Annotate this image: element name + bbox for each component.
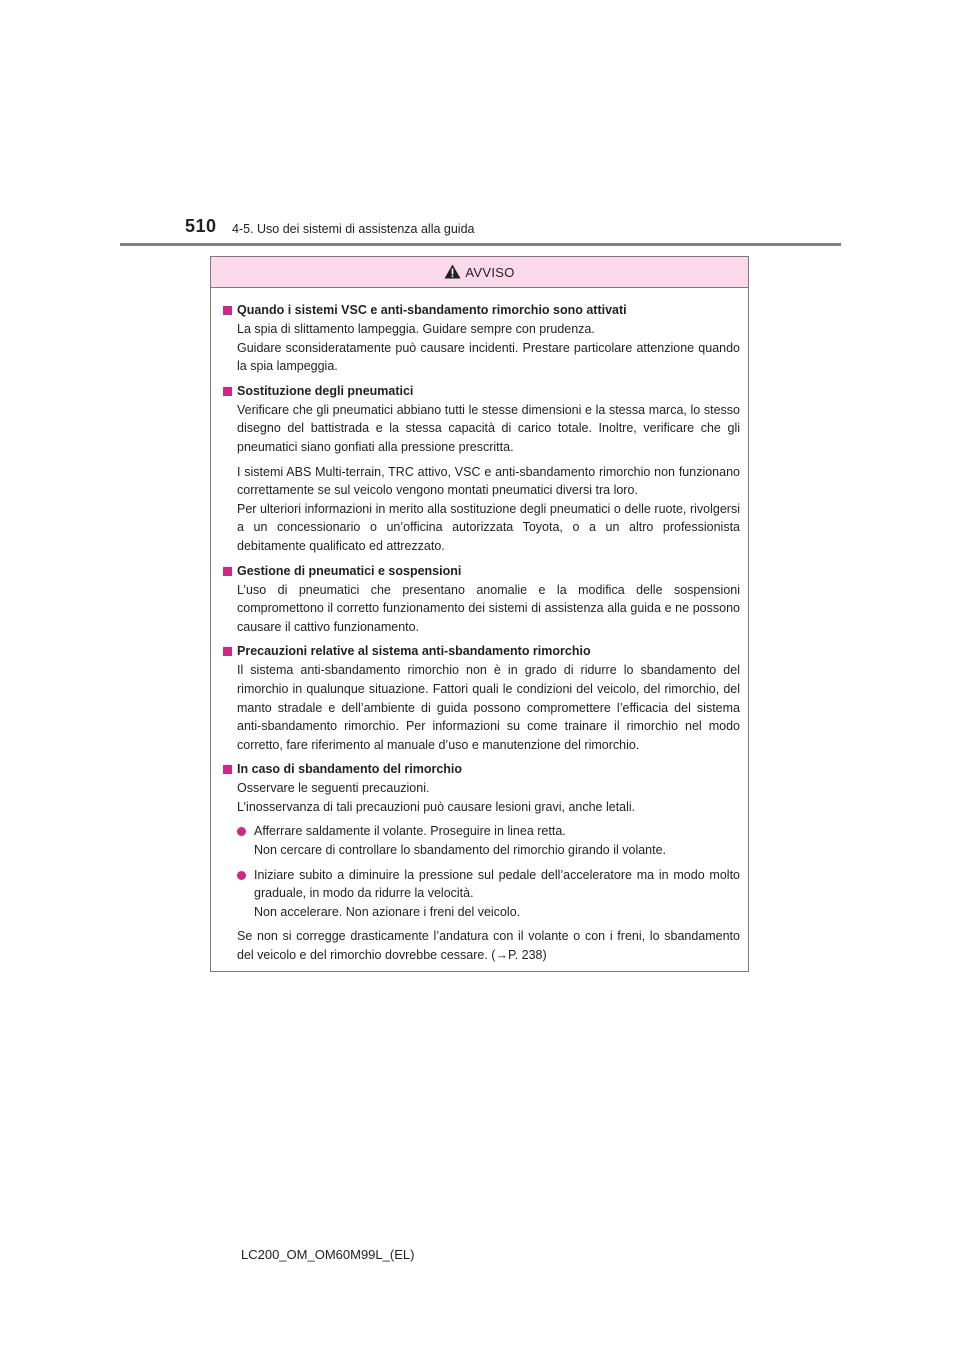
section-title: In caso di sbandamento del rimorchio (223, 760, 740, 779)
paragraph: Osservare le seguenti precauzioni. L’inosservanza di tali precauzioni può causare lesioni gravi, anche letali. (237, 781, 636, 814)
square-bullet-icon (223, 306, 232, 315)
chapter-title: 4-5. Uso dei sistemi di assistenza alla guida (232, 222, 475, 236)
paragraph: Il sistema anti-sbandamento rimorchio non è in grado di ridurre lo sbandamento del rimorchio in qualunque situazione. Fattori quali le condizioni del veicolo, del rimorchio, del manto stradale e dell’ambiente di guida possono compromettere l’efficacia del sistema anti-sbandamento rimorchio. Per informazioni su come trainare il rimorchio nel modo corretto, fare riferimento al manuale d’uso e manutenzione del rimorchio. (237, 663, 740, 752)
page-number: 510 (185, 216, 217, 236)
warning-box (210, 256, 749, 972)
paragraph: Verificare che gli pneumatici abbiano tutti le stesse dimensioni e la stessa marca, lo stesso disegno del battistrada e la stessa capacità di carico totale. Inoltre, verificare che gli pneumatici siano gonfiati alla pressione prescritta. (237, 402, 740, 454)
paragraph: La spia di slittamento lampeggia. Guidare sempre con prudenza. Guidare sconsideratamente può causare incidenti. Prestare particolare attenzione quando la spia lampeggia. (237, 322, 740, 374)
list-item: Afferrare saldamente il volante. Proseguire in linea retta. Non cercare di controllare lo sbandamento del rimorchio girando il volante. (237, 822, 740, 859)
section-trailer-sway-precautions (223, 642, 740, 754)
paragraph: L’uso di pneumatici che presentano anomalie e la modifica delle sospensioni compromettono il corretto funzionamento dei sistemi di assistenza alla guida e ne possono causare il cattivo funzionamento. (237, 582, 740, 634)
section-trailer-sway (223, 760, 740, 964)
square-bullet-icon (223, 387, 232, 396)
warning-header (211, 257, 748, 288)
warning-label: AVVISO (465, 264, 515, 280)
warning-body (211, 288, 748, 965)
document-code: LC200_OM_OM60M99L_(EL) (241, 1247, 415, 1262)
warning-triangle-icon (444, 264, 461, 279)
square-bullet-icon (223, 765, 232, 774)
circle-bullet-icon (237, 871, 246, 880)
section-title: Sostituzione degli pneumatici (223, 382, 740, 401)
header-divider (120, 243, 841, 246)
square-bullet-icon (223, 567, 232, 576)
closing-paragraph (237, 927, 740, 964)
section-tire-replacement (223, 382, 740, 556)
square-bullet-icon (223, 647, 232, 656)
page-reference-text: Se non si corregge drasticamente l’andatura con il volante o con i freni, lo sbandamento del veicolo e del rimorchio dovrebbe cessare. (→P. 238) (237, 929, 740, 963)
section-title: Precauzioni relative al sistema anti-sbandamento rimorchio (223, 642, 740, 661)
section-vsc-active (223, 301, 740, 376)
section-tires-suspension (223, 562, 740, 637)
section-title: Quando i sistemi VSC e anti-sbandamento rimorchio sono attivati (223, 301, 740, 320)
list-item: Iniziare subito a diminuire la pressione sul pedale dell’acceleratore ma in modo molto graduale, in modo da ridurre la velocità. Non accelerare. Non azionare i freni del veicolo. (237, 866, 740, 922)
circle-bullet-icon (237, 827, 246, 836)
paragraph: I sistemi ABS Multi-terrain, TRC attivo, VSC e anti-sbandamento rimorchio non funzionano correttamente se sul veicolo vengono montati pneumatici diversi tra loro. Per ulteriori informazioni in merito alla sostituzione degli pneumatici o delle ruote, rivolgersi a un concessionario o un’officina autorizzata Toyota, o a un altro professionista debitamente qualificato ed attrezzato. (237, 464, 740, 553)
section-title: Gestione di pneumatici e sospensioni (223, 562, 740, 581)
